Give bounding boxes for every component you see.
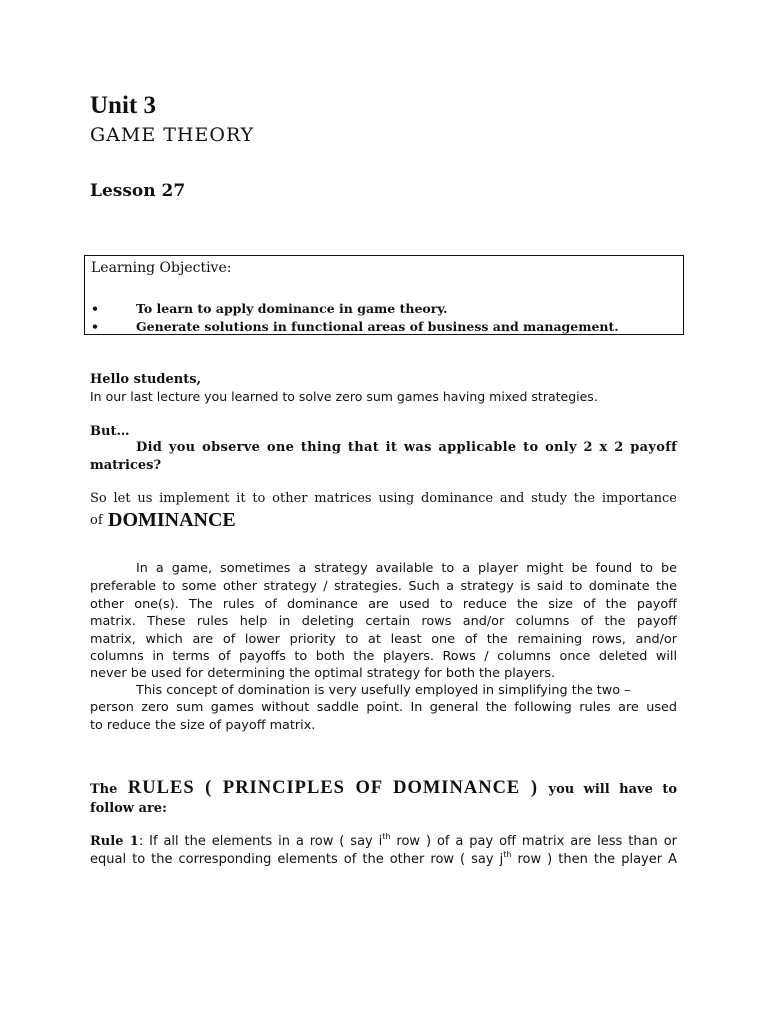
rules-heading: RULES ( PRINCIPLES OF DOMINANCE ) (127, 778, 539, 798)
but-text: But… (90, 424, 130, 439)
unit-heading: Unit 3 (90, 92, 156, 119)
paragraph-line: preferable to some other strategy / strategies. Such a strategy is said to dominate the (90, 579, 677, 594)
rule1-sup: th (382, 832, 391, 841)
objective-item-text: To learn to apply dominance in game theory. (136, 301, 448, 316)
paragraph-line: matrix, which are of lower priority to at least one of the remaining rows, and/or (90, 632, 677, 647)
lesson-heading: Lesson 27 (90, 181, 186, 201)
paragraph-line: In a game, sometimes a strategy available to a player might be found to be (136, 561, 677, 576)
paragraph-line: This concept of domination is very usefully employed in simplifying the two – (136, 683, 631, 698)
dominance-heading: DOMINANCE (108, 509, 236, 531)
implement-line: So let us implement it to other matrices using dominance and study the importance (90, 491, 677, 506)
rules-follow: follow are: (90, 801, 167, 816)
subject-heading: GAME THEORY (90, 124, 255, 146)
bullet-icon: • (91, 319, 99, 334)
objective-item-text: Generate solutions in functional areas of business and management. (136, 319, 619, 334)
rule1-text: equal to the corresponding elements of the other row ( say j (90, 852, 504, 867)
rule1-text: row ) then the player A (511, 852, 677, 867)
paragraph-line: person zero sum games without saddle point. In general the following rules are used (90, 700, 677, 715)
intro-line: In our last lecture you learned to solve zero sum games having mixed strategies. (90, 389, 598, 404)
rule1-label: Rule 1 (90, 834, 139, 849)
rules-heading-rest: you will have to (548, 782, 677, 797)
bullet-icon: • (91, 301, 99, 316)
learning-objective-box (84, 255, 684, 335)
rule1-sup: th (503, 850, 512, 859)
paragraph-line: other one(s). The rules of dominance are used to reduce the size of the payoff (90, 597, 677, 612)
rule1-text: row ) of a pay off matrix are less than or (390, 834, 677, 849)
rule1-line-1 (90, 834, 677, 849)
rules-the-word: The (90, 782, 118, 797)
question-line-1: Did you observe one thing that it was applicable to only 2 x 2 payoff (136, 440, 677, 455)
question-line-2: matrices? (90, 458, 162, 473)
rule1-text: : If all the elements in a row ( say i (138, 834, 383, 849)
learning-objective-title: Learning Objective: (91, 260, 232, 276)
paragraph-line: never be used for determining the optimal strategy for both the players. (90, 666, 556, 681)
rule1-line-2 (90, 852, 677, 867)
rules-heading-line (90, 778, 677, 799)
greeting: Hello students, (90, 372, 202, 387)
of-word: of (90, 513, 103, 528)
paragraph-line: columns in terms of payoffs to both the players. Rows / columns once deleted will (90, 649, 677, 664)
paragraph-line: to reduce the size of payoff matrix. (90, 718, 316, 733)
paragraph-line: matrix. These rules help in deleting certain rows and/or columns of the payoff (90, 614, 677, 629)
